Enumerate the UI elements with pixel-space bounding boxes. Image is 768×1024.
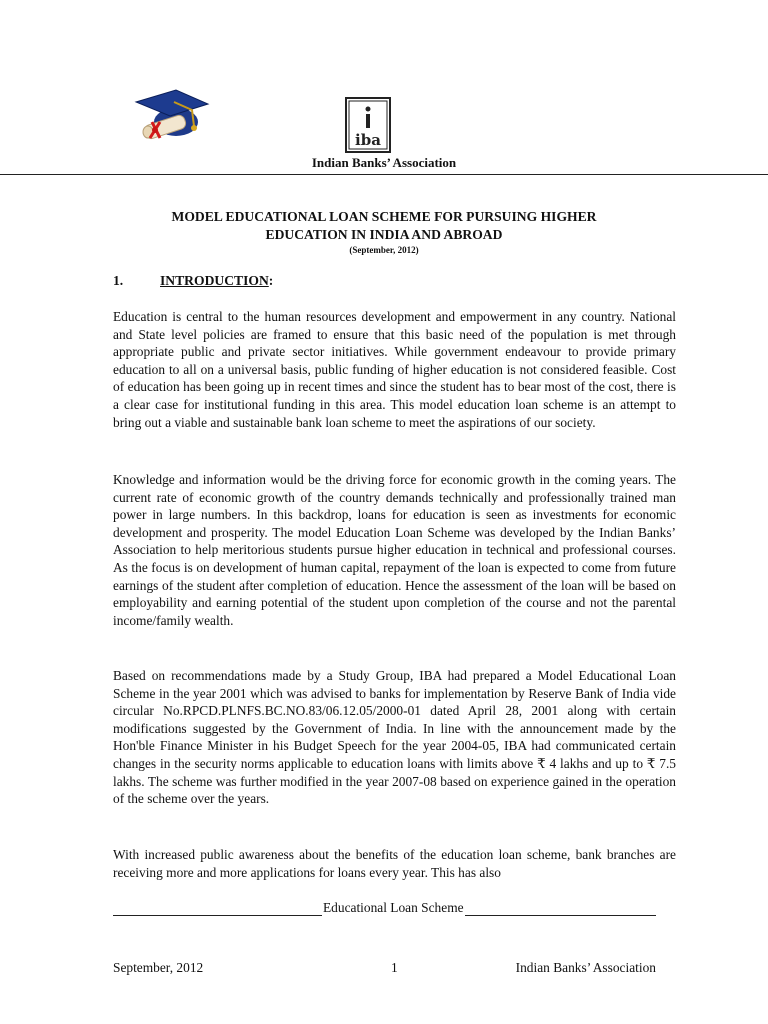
section-colon: : [268, 273, 274, 288]
iba-logo [344, 96, 392, 154]
running-label-text: Educational Loan Scheme [323, 900, 464, 915]
section-heading [113, 273, 273, 289]
page-footer [113, 960, 656, 976]
org-name: Indian Banks’ Association [311, 155, 457, 170]
underline-left [113, 902, 322, 916]
paragraph: Education is central to the human resources development and empowerment in any country. National and State level policies are framed to ensure that this basic need of the population is met through appropriate public and private sector initiatives. While government endeavour to provide primary education to all on a universal basis, public funding of higher education is not considered feasible. Cost of education has been going up in recent times and since the student has to bear most of the cost, there is a clear case for institutional funding in this area. This model education loan scheme is an attempt to bring out a viable and sustainable bank loan scheme to meet the aspirations of our society. [113, 309, 676, 430]
document-title [0, 208, 768, 256]
title-line-1: MODEL EDUCATIONAL LOAN SCHEME FOR PURSUING HIGHER [171, 209, 597, 224]
title-line-2: EDUCATION IN INDIA AND ABROAD [265, 227, 503, 242]
running-label [113, 900, 656, 916]
footer-date: September, 2012 [113, 960, 204, 975]
graduation-cap-icon [134, 86, 210, 144]
iba-logo-text: iba [355, 131, 381, 149]
underline-right [465, 902, 656, 916]
paragraph: Knowledge and information would be the driving force for economic growth in the coming years. The current rate of economic growth of the country demands technically and professionally trained man power in large numbers. In this backdrop, loans for education is seen as investments for economic development and prosperity. The model Education Loan Scheme was developed by the Indian Banks’ Association to help meritorious students pursue higher education in technical and professional courses. As the focus is on development of human capital, repayment of the loan is expected to come from future earnings of the student after completion of education. Hence the assessment of the loan will be based on employability and earning potential of the student upon completion of the course and not the parental income/family wealth. [113, 472, 676, 628]
paragraph: Based on recommendations made by a Study Group, IBA had prepared a Model Educational Loan Scheme in the year 2001 which was advised to banks for implementation by Reserve Bank of India vide circular No.RPCD.PLNFS.BC.NO.83/06.12.05/2000-01 dated April 28, 2001 along with certain modifications suggested by the Government of India. In line with the announcement made by the Hon'ble Finance Minister in his Budget Speech for the year 2004-05, IBA had communicated certain changes in the security norms applicable to education loans with limits above ₹ 4 lakhs and up to ₹ 7.5 lakhs. The scheme was further modified in the year 2007-08 based on experience gained in the operation of the scheme over the years. [113, 668, 676, 807]
section-title: INTRODUCTION [160, 273, 269, 288]
date-note: (September, 2012) [349, 245, 419, 255]
header-rule [0, 174, 768, 175]
page-number: 1 [391, 960, 398, 975]
footer-org: Indian Banks’ Association [515, 960, 656, 975]
section-number: 1. [113, 273, 124, 288]
paragraph: With increased public awareness about the benefits of the education loan scheme, bank branches are receiving more and more applications for loans every year. This has also [113, 847, 676, 880]
